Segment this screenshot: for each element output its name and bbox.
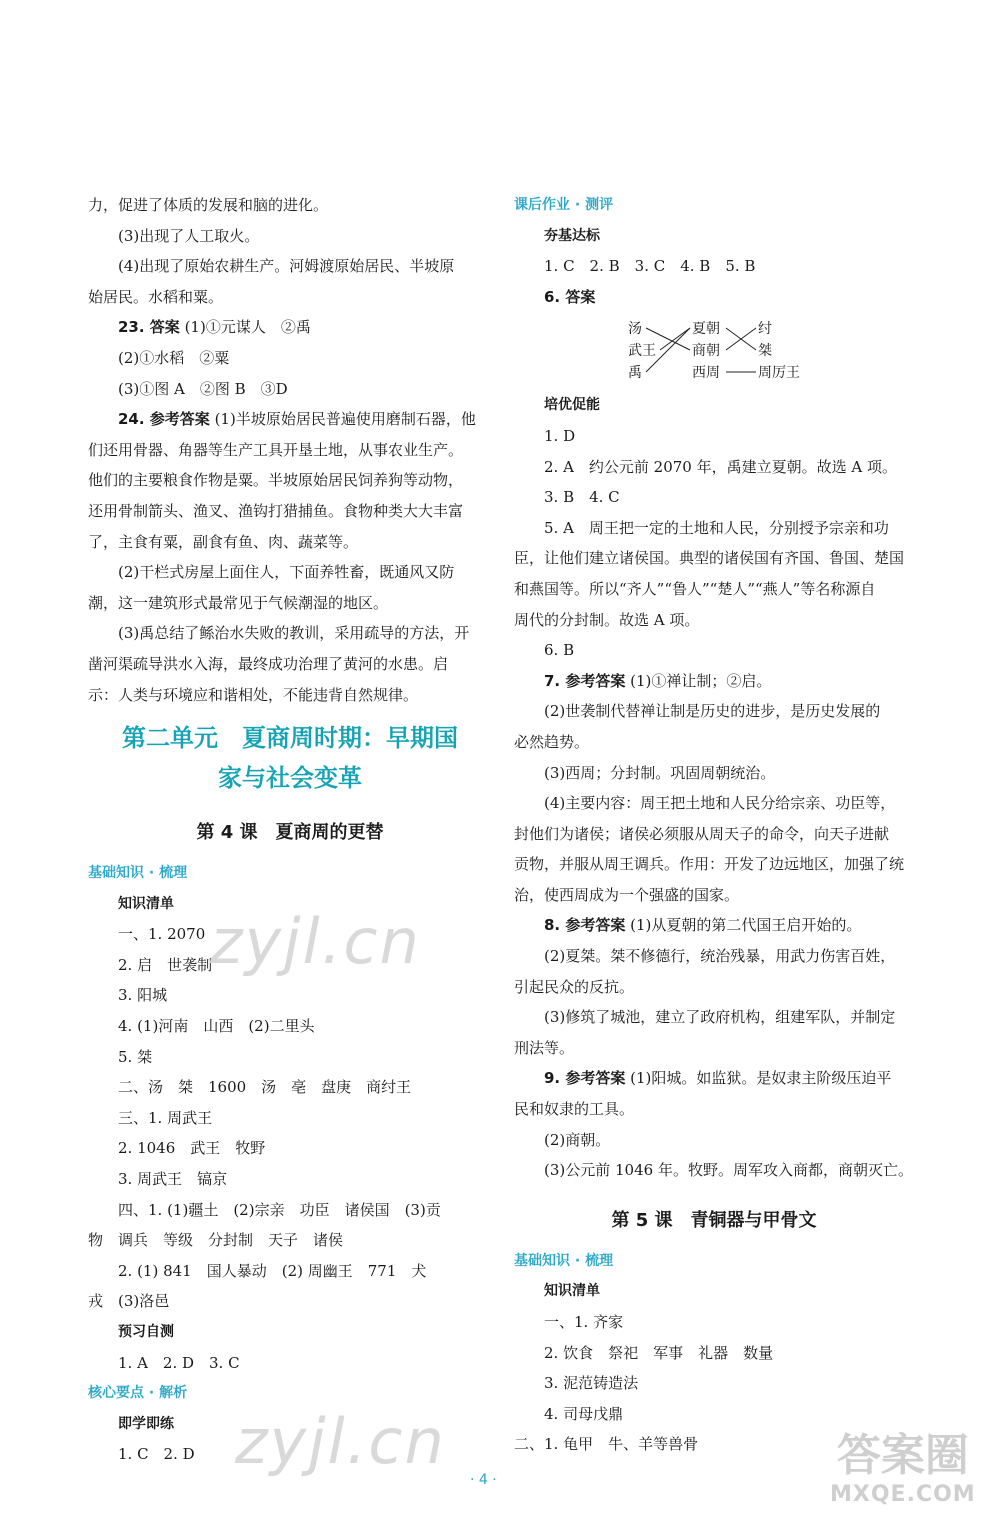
lesson-5-title: 第 5 课 青铜器与甲骨文 (611, 1209, 817, 1231)
link-line (646, 328, 690, 350)
diagram-right-3: 周厉王 (758, 365, 800, 382)
link-line (646, 328, 690, 372)
text-line: 3. 阳城 (118, 986, 168, 1005)
text-line: 6. B (544, 641, 575, 660)
subheading-foundation: 夯基达标 (544, 227, 600, 244)
text-line: 一、1. 2070 (118, 925, 206, 944)
text-line: 民和奴隶的工具。 (514, 1100, 635, 1119)
diagram-right-2: 桀 (758, 343, 772, 360)
subheading-improve: 培优促能 (544, 397, 600, 414)
diagram-left-2: 武王 (628, 343, 656, 360)
text-line: 臣，让他们建立诸侯国。典型的诸侯国有齐国、鲁国、楚国 (514, 549, 905, 568)
section-tag-core: 核心要点 · 解析 (88, 1385, 188, 1402)
page-number: · 4 · (470, 1472, 497, 1488)
subheading-preview-test: 预习自测 (118, 1324, 174, 1340)
text-line: 四、1. (1)疆土 (2)宗亲 功臣 诸侯国 (3)贡 (118, 1200, 441, 1219)
text-line: (2)世袭制代替禅让制是历史的进步，是历史发展的 (544, 702, 881, 721)
q23-text: (1)①元谋人 ②禹 (184, 318, 311, 337)
text-line: (2)商朝。 (544, 1130, 611, 1149)
text-line: 力，促进了体质的发展和脑的进化。 (88, 196, 329, 214)
text-line: (3)修筑了城池，建立了政府机构，组建军队，并制定 (544, 1008, 896, 1027)
text-line: 和燕国等。所以“齐人”“鲁人”“楚人”“燕人”等名称源自 (514, 579, 876, 598)
q9-line (514, 1063, 914, 1094)
text-line: (2)①水稻 ②粟 (118, 348, 230, 367)
q8-text: (1)从夏朝的第二代国王启开始的。 (630, 916, 862, 935)
text-line: 一、1. 齐家 (544, 1313, 624, 1331)
practice-answers: 1. C 2. D (118, 1445, 195, 1464)
watermark-mxqe-url: MXQE.COM (830, 1482, 976, 1507)
left-column (88, 190, 492, 1470)
text-line: (3)出现了人工取火。 (118, 226, 260, 245)
text-line: 贡物，并服从周王调兵。作用：开发了边远地区，加强了统 (514, 855, 905, 874)
q9-text: (1)阳城。如监狱。是奴隶主阶级压迫平 (630, 1069, 892, 1088)
q8-label: 8. 参考答案 (544, 916, 626, 935)
section-tag-basic: 基础知识 · 梳理 (88, 865, 188, 882)
text-line: 刑法等。 (514, 1038, 575, 1057)
diagram-mid-1: 夏朝 (692, 321, 720, 338)
text-line: 3. 周武王 镐京 (118, 1170, 228, 1189)
text-line: 二、汤 桀 1600 汤 亳 盘庚 商纣王 (118, 1078, 412, 1097)
q7-label: 7. 参考答案 (544, 671, 626, 690)
text-line: 二、1. 龟甲 牛、羊等兽骨 (514, 1435, 699, 1454)
text-line: 2. 饮食 祭祀 军事 礼器 数量 (544, 1343, 774, 1362)
q24-line (88, 404, 492, 435)
q7-text: (1)①禅让制；②启。 (630, 671, 772, 690)
text-line: (4)主要内容：周王把土地和人民分给宗亲、功臣等， (544, 794, 896, 813)
q23-label: 23. 答案 (118, 318, 180, 337)
unit-title-line-1: 第二单元 夏商周时期：早期国 (122, 724, 458, 753)
link-line (660, 328, 690, 350)
text-line: 始居民。水稻和粟。 (88, 287, 224, 306)
text-line: (3)西周；分封制。巩固周朝统治。 (544, 763, 776, 782)
text-line: (3)①图 A ②图 B ③D (118, 379, 288, 398)
text-line: 1. D (544, 426, 576, 445)
preview-answers: 1. A 2. D 3. C (118, 1353, 240, 1372)
text-line: 三、1. 周武王 (118, 1108, 213, 1127)
section-tag-homework: 课后作业 · 测评 (514, 197, 614, 213)
subheading-practice: 即学即练 (118, 1415, 174, 1432)
text-line: 引起民众的反抗。 (514, 977, 635, 996)
text-line: 4. (1)河南 山西 (2)二里头 (118, 1017, 315, 1036)
diagram-mid-3: 西周 (692, 365, 720, 382)
diagram-left-1: 汤 (628, 321, 642, 338)
text-line: 治，使西周成为一个强盛的国家。 (514, 885, 740, 904)
text-line: 2. 1046 武王 牧野 (118, 1139, 266, 1158)
q9-label: 9. 参考答案 (544, 1069, 626, 1088)
subheading-knowledge-list: 知识清单 (544, 1283, 600, 1300)
text-line: 必然趋势。 (514, 732, 590, 751)
section-tag-basic: 基础知识 · 梳理 (514, 1252, 614, 1269)
q24-label: 24. 参考答案 (118, 410, 210, 429)
text-line: 还用骨制箭头、渔叉、渔钩打猎捕鱼。食物种类大大丰富 (88, 501, 464, 520)
text-line: (3)禹总结了鲧治水失败的教训，采用疏导的方法，开 (118, 624, 470, 643)
subheading-knowledge-list: 知识清单 (118, 895, 174, 912)
text-line: 们还用骨器、角器等生产工具开垦土地，从事农业生产。 (88, 440, 464, 459)
q24-text: (1)半坡原始居民普遍使用磨制石器，他 (214, 410, 476, 429)
text-line: (3)公元前 1046 年。牧野。周军攻入商都，商朝灭亡。 (544, 1161, 913, 1180)
text-line: 2. A 约公元前 2070 年，禹建立夏朝。故选 A 项。 (544, 457, 897, 476)
text-line: 凿河渠疏导洪水入海，最终成功治理了黄河的水患。启 (88, 654, 449, 673)
text-line: 了，主食有粟，副食有鱼、肉、蔬菜等。 (88, 532, 359, 551)
text-line: 物 调兵 等级 分封制 天子 诸侯 (88, 1231, 344, 1250)
lesson-4-title: 第 4 课 夏商周的更替 (196, 822, 384, 844)
text-line: 他们的主要粮食作物是粟。半坡原始居民饲养狗等动物， (88, 471, 464, 490)
q7-line (514, 666, 914, 697)
unit-title-line-2: 家与社会变革 (218, 764, 362, 793)
right-column (514, 190, 914, 1460)
foundation-answers: 1. C 2. B 3. C 4. B 5. B (544, 257, 756, 276)
text-line: 周代的分封制。故选 A 项。 (514, 610, 700, 629)
text-line: 5. 桀 (118, 1047, 153, 1066)
text-line: 示：人类与环境应和谐相处，不能违背自然规律。 (88, 685, 419, 704)
text-line: (2)干栏式房屋上面住人，下面养牲畜，既通风又防 (118, 563, 455, 582)
text-line: (4)出现了原始农耕生产。河姆渡原始居民、半坡原 (118, 257, 455, 276)
q6-label: 6. 答案 (544, 287, 596, 306)
text-line: 3. B 4. C (544, 488, 620, 507)
watermark-zyjl: zyjl.cn (210, 905, 421, 978)
text-line: 戎 (3)洛邑 (88, 1292, 170, 1311)
text-line: 2. (1) 841 国人暴动 (2) 周幽王 771 犬 (118, 1261, 427, 1280)
watermark-mxqe (830, 1430, 976, 1508)
q23-line (88, 312, 492, 343)
diagram-left-3: 禹 (628, 365, 642, 382)
matching-diagram (514, 318, 914, 384)
text-line: 潮，这一建筑形式最常见于气候潮湿的地区。 (88, 593, 389, 612)
text-line: (2)夏桀。桀不修德行，统治残暴，用武力伤害百姓， (544, 947, 896, 966)
text-line: 4. 司母戊鼎 (544, 1404, 624, 1423)
text-line: 5. A 周王把一定的土地和人民，分别授予宗亲和功 (544, 518, 889, 537)
diagram-right-1: 纣 (758, 321, 772, 338)
text-line: 2. 启 世袭制 (118, 955, 213, 974)
watermark-mxqe-logo: 答案圈 (836, 1430, 969, 1481)
watermark-zyjl: zyjl.cn (235, 1405, 446, 1478)
text-line: 封他们为诸侯；诸侯必须服从周天子的命令，向天子进献 (514, 824, 890, 843)
diagram-mid-2: 商朝 (692, 343, 720, 360)
text-line: 3. 泥范铸造法 (544, 1374, 639, 1393)
diagram-lines (514, 318, 914, 384)
q8-line (514, 910, 914, 941)
